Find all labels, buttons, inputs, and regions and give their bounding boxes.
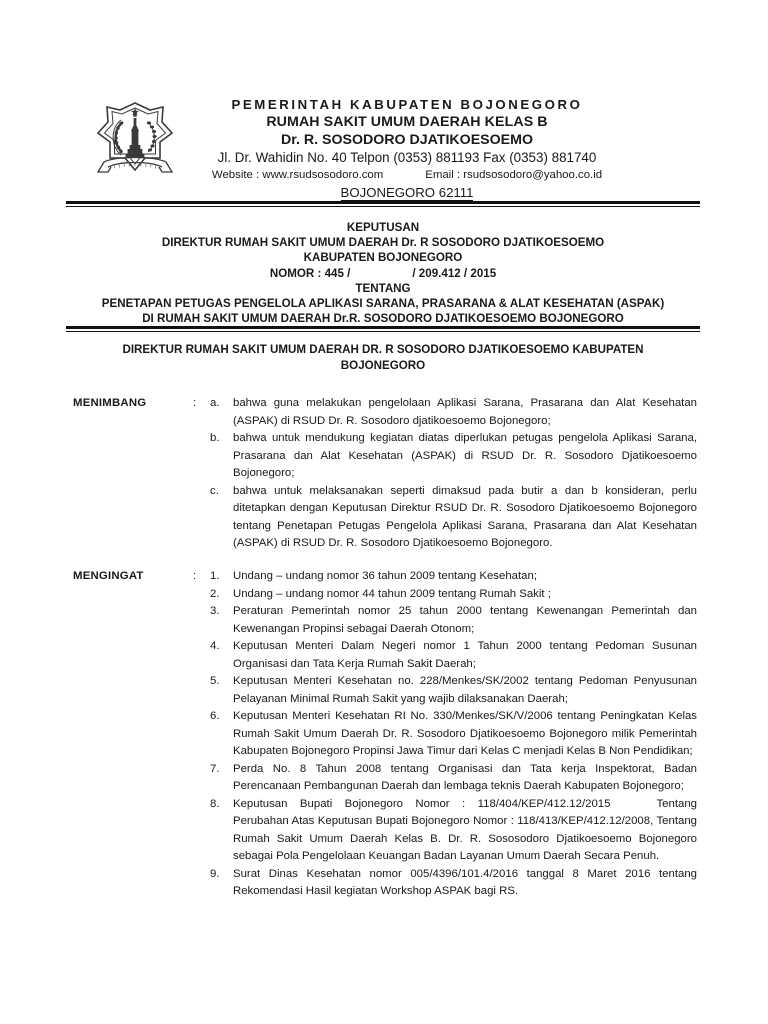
list-item — [210, 673, 697, 708]
list-item — [210, 568, 697, 586]
item-marker: 3. — [210, 605, 220, 617]
header-divider-bottom — [66, 326, 700, 332]
list-item — [210, 638, 697, 673]
item-text: bahwa guna melakukan pengelolaan Aplikasi Sarana, Prasarana dan Alat Kesehatan (ASPAK) di RSUD Dr. R. Sosodoro djatikoesoemo Bojonegoro; — [233, 397, 697, 427]
letterhead — [0, 96, 768, 202]
hospital-proper-name: Dr. R. SOSODORO DJATIKOESOEMO — [281, 132, 533, 148]
item-marker: 2. — [210, 587, 220, 600]
list-item — [210, 866, 697, 901]
decree-issuer-line2: KABUPATEN BOJONEGORO — [303, 251, 463, 265]
list-item — [210, 395, 697, 430]
decree-number-line — [66, 266, 700, 281]
item-marker: a. — [210, 397, 220, 409]
menimbang-items — [210, 395, 697, 553]
decree-title-block — [66, 220, 700, 326]
item-text: Undang – undang nomor 36 tahun 2009 tentang Kesehatan; — [233, 570, 537, 582]
address-line: Jl. Dr. Wahidin No. 40 Telpon (0353) 881193 Fax (0353) 881740 — [217, 150, 597, 165]
menimbang-colon: : — [193, 397, 197, 409]
decree-type: KEPUTUSAN — [346, 221, 420, 234]
divider-thin-line-2 — [66, 331, 700, 332]
item-text: Keputusan Menteri Kesehatan no. 228/Menkes/SK/2002 tentang Pedoman Penyusunan Pelayanan Minimal Rumah Sakit yang wajib dilaksanakan Daerah; — [233, 675, 697, 705]
header-divider-top — [66, 201, 700, 207]
list-item — [210, 603, 697, 638]
clause-menimbang — [73, 395, 697, 553]
list-item — [210, 796, 697, 866]
list-item — [210, 761, 697, 796]
item-marker: 1. — [210, 570, 220, 582]
list-item — [210, 430, 697, 483]
item-text: Keputusan Menteri Kesehatan RI No. 330/Menkes/SK/V/2006 tentang Peningkatan Kelas Rumah Sakit Umum Daerah Dr. R. Sosodoro Djatikoesoemo Bojonegoro milik Pemerintah Kabupaten Bojonegoro Propinsi Jawa Timur dari Kelas C menjadi Kelas B Non Pendidikan; — [233, 710, 697, 757]
divider-thin-line — [66, 206, 700, 207]
list-item — [210, 586, 697, 604]
item-text: Perda No. 8 Tahun 2008 tentang Organisasi dan Tata kerja Inspektorat, Badan Perencanaan Pembangunan Daerah dan lembaga teknis Daerah Kabupaten Bojonegoro; — [233, 762, 697, 792]
decree-subject-line2: DI RUMAH SAKIT UMUM DAERAH Dr.R. SOSODORO DJATIKOESOEMO BOJONEGORO — [142, 312, 624, 326]
menimbang-label: MENIMBANG — [73, 397, 147, 409]
decree-about-label: TENTANG — [355, 281, 411, 295]
item-marker: 9. — [210, 867, 220, 880]
mengingat-colon: : — [193, 570, 197, 582]
website-text: Website : www.rsudsosodoro.com — [211, 168, 384, 181]
item-marker: b. — [210, 432, 220, 444]
government-name: PEMERINTAH KABUPATEN BOJONEGORO — [231, 97, 583, 112]
emblem-container — [0, 96, 118, 194]
city-postal-line — [118, 184, 696, 202]
item-marker: 6. — [210, 710, 220, 722]
contact-line — [118, 167, 696, 183]
list-item — [210, 708, 697, 761]
decree-number-prefix: NOMOR : 445 / — [269, 266, 351, 280]
decree-addressee — [100, 342, 666, 374]
item-text — [233, 796, 697, 866]
hospital-name: RUMAH SAKIT UMUM DAERAH KELAS B — [266, 114, 548, 130]
item-text: Undang – undang nomor 44 tahun 2009 tentang Rumah Sakit ; — [233, 587, 551, 600]
item-text: Keputusan Menteri Dalam Negeri nomor 1 Tahun 2000 tentang Pedoman Susunan Organisasi dan Tata Kerja Rumah Sakit Daerah; — [233, 640, 697, 670]
email-text: Email : rsudsosodoro@yahoo.co.id — [425, 168, 603, 181]
item-text: Peraturan Pemerintah nomor 25 tahun 2000 tentang Kewenangan Pemerintah dan Kewenangan Propinsi sebagai Daerah Otonom; — [233, 605, 697, 635]
city-postal-text: BOJONEGORO 62111 — [340, 184, 474, 200]
addressee-line2: BOJONEGORO — [340, 359, 426, 372]
list-item — [210, 483, 697, 553]
item-marker: 7. — [210, 762, 220, 775]
item-marker: 4. — [210, 640, 220, 652]
item-text-part1: Keputusan Bupati Bojonegoro Nomor : 118/404/KEP/412.12/2015 — [233, 797, 611, 810]
item-text: bahwa untuk mendukung kegiatan diatas diperlukan petugas pengelola Aplikasi Sarana, Prasarana dan Alat Kesehatan (ASPAK) di RSUD Dr. R. Sosodoro Djatikoesoemo Bojonegoro; — [233, 432, 697, 479]
item-text-part2: Tentang Perubahan Atas Keputusan Bupati Bojonegoro Nomor : 118/413/KEP/412.12/2008, Tentang Rumah Sakit Umum Daerah Kelas B. Dr. R. Sososodoro Djatikoesoemo Bojonegoro sebagai Pola Pengelolaan Keuangan Badan Layanan Umum Daerah Secara Penuh. — [233, 797, 697, 862]
mengingat-label: MENGINGAT — [73, 570, 144, 582]
item-text: Surat Dinas Kesehatan nomor 005/4396/101.4/2016 tanggal 8 Maret 2016 tentang Rekomendasi Hasil kegiatan Workshop ASPAK bagi RS. — [233, 867, 697, 897]
decree-number-suffix: / 209.412 / 2015 — [412, 266, 497, 280]
item-marker: 5. — [210, 675, 220, 687]
clause-mengingat — [73, 568, 697, 901]
letterhead-text — [118, 96, 768, 202]
mengingat-items — [210, 568, 697, 901]
item-marker: 8. — [210, 797, 220, 810]
item-marker: c. — [210, 484, 219, 497]
decree-issuer-line1: DIREKTUR RUMAH SAKIT UMUM DAERAH Dr. R SOSODORO DJATIKOESOEMO — [161, 236, 605, 250]
addressee-line1: DIREKTUR RUMAH SAKIT UMUM DAERAH DR. R SOSODORO DJATIKOESOEMO KABUPATEN — [122, 343, 644, 356]
item-text: bahwa untuk melaksanakan seperti dimaksud pada butir a dan b konsideran, perlu ditetapkan dengan Keputusan Direktur RSUD Dr. R. Sosodoro Djatikoesoemo Bojonegoro tentang Penetapan Petugas Pengelola Aplikasi Sarana, Prasarana dan Alat Kesehatan (ASPAK) di RSUD Dr. R. Sosodoro Djatikoesoemo Bojonegoro. — [233, 484, 697, 549]
decree-subject-line1: PENETAPAN PETUGAS PENGELOLA APLIKASI SARANA, PRASARANA & ALAT KESEHATAN (ASPAK) — [101, 297, 665, 311]
